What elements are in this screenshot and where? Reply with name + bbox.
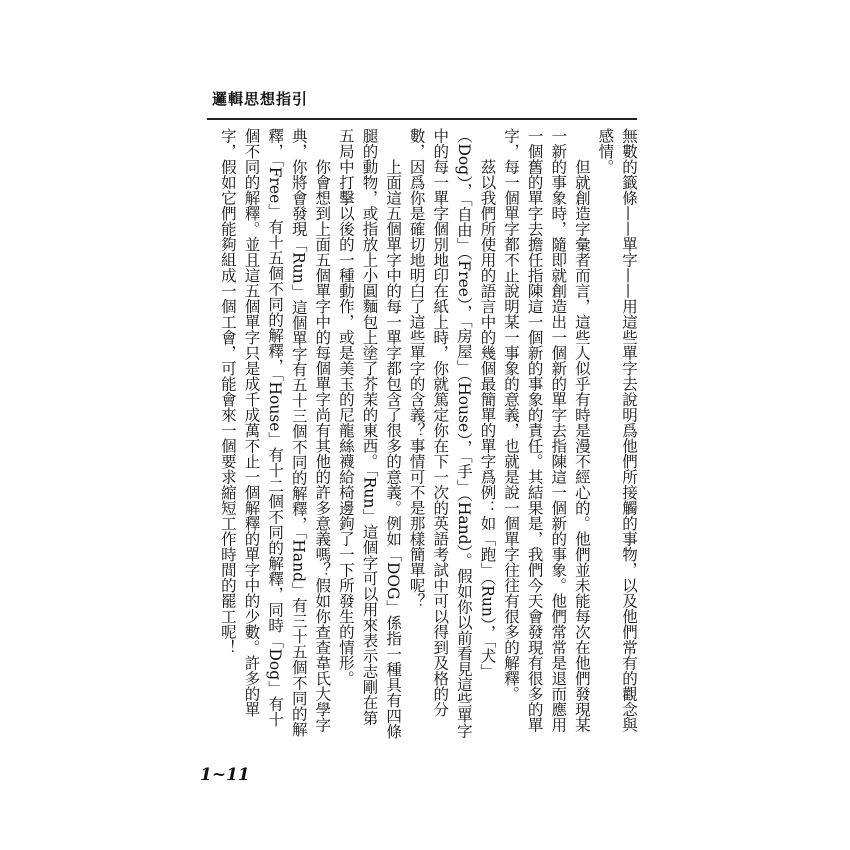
paragraph-5: 你會想到上面五個單字中的每個單字尚有其他的許多意義嗎？假如你查查韋氏大學字典，你將會發現「Run」這個單字有五十三個不同的解釋，「Hand」有三十五個不同的解釋，「Free」有十五個不同的解釋，「House」有十二個不同的解釋，同時「Dog」有十個不同的解釋。並且這五個單字只是成千成萬不止一個解釋的單字中的少數。許多的單字，假如它們能夠組成一個工會，可能會來一個要求縮短工作時間的罷工呢！ [218, 128, 332, 738]
paragraph-2: 但就創造字彙者而言，這些人似乎有時是漫不經心的。他們並未能每次在他們發現某一新的事象時，隨即就創造出一個新的單字去指陳這一個新的事象。他們常常是退而應用一個舊的單字去擔任指陳這一個新的事象的責任。其結果是，我們今天會發現有很多的單字，每一個單字都不止說明某一事象的意義，也就是說一個單字往往有很多的解釋。 [502, 128, 591, 733]
paragraph-3: 茲以我們所使用的語言中的幾個最簡單的單字爲例：如「跑」（Run），「犬」（Dog），「自由」（Free），「房屋」（House），「手」（Hand）。假如你以前看見這些單字中的每一單字個別地印在紙上時，你就篤定你在下一次的英語考試中可以得到及格的分數，因爲你是確切地明白了這些單字的含義？事情可不是那樣簡單呢？ [407, 128, 497, 739]
paragraph-4: 上面這五個單字中的每一單字都包含了很多的意義。例如「DOG」係指一種具有四條腿的動物，或指放上小圓麵包上塗了芥茉的東西。「Run」這個字可以用來表示志剛在第五局中打擊以後的一種動作，或是美玉的尼龍絲襪給椅邊鉤了一下所發生的情形。 [336, 128, 403, 740]
body-text [205, 128, 640, 740]
paragraph-1: 無數的籤條——單字——用這些單字去說明爲他們所接觸的事物，以及他們常有的觀念與感情。 [596, 128, 638, 733]
running-header: 邏輯思想指引 [212, 90, 309, 108]
header-rule [207, 118, 637, 120]
page-number: 1~11 [200, 765, 250, 785]
